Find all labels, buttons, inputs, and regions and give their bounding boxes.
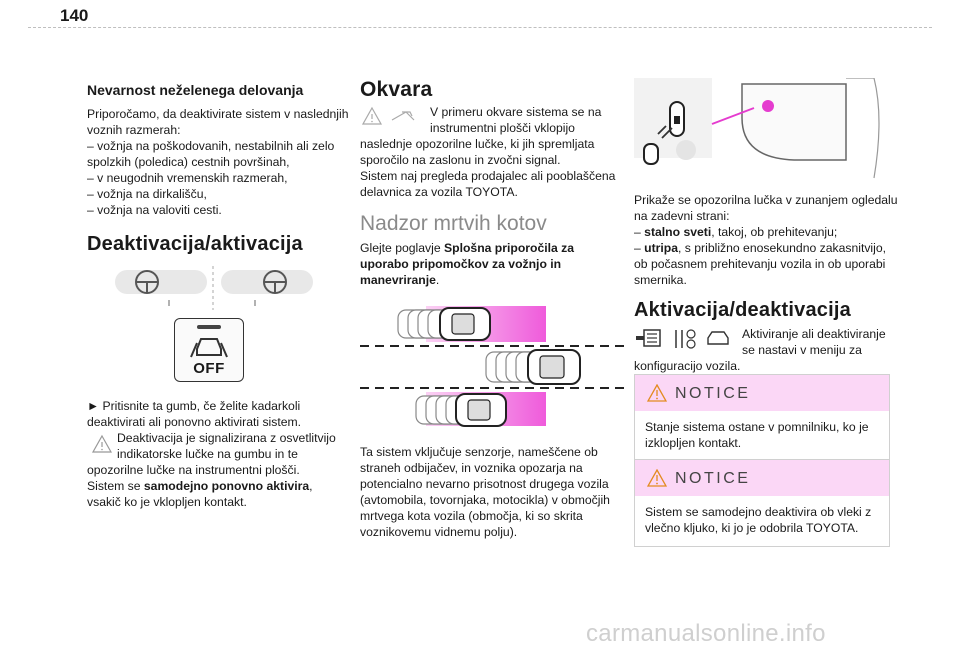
section-title-fault: Okvara: [360, 78, 433, 101]
warning-icon: [91, 434, 113, 454]
fault-warning-icons: [362, 106, 422, 128]
notice-body: Stanje sistema ostane v pomnilniku, ko je izklopljen kontakt.: [645, 420, 869, 450]
side-mirror-icon: [634, 78, 884, 186]
reference-text: Glejte poglavje Splošna priporočila za uporabo pripomočkov za vožnjo in manevriranje.: [360, 241, 575, 287]
watermark: carmanualsonline.info: [586, 620, 826, 647]
notice-warning-icon: [647, 469, 667, 487]
traffic-diagram-icon: [360, 298, 625, 432]
dashboard-illustration: [87, 264, 352, 316]
off-label: OFF: [193, 360, 225, 377]
section-title-deactivation: Deaktivacija/aktivacija: [87, 233, 303, 255]
off-button[interactable]: [174, 318, 244, 382]
deactivation-note: Deaktivacija je signalizirana z osvetlitvijo indikatorske lučke na gumbu in te opozorilne lučke na instrumentni plošči. Sistem se samodejno ponovno aktivira, vsakič ko je vklopljen kontakt.: [87, 431, 336, 509]
intro-text: Priporočamo, da deaktivirate sistem v naslednjih voznih razmerah: – vožnja na poškodovanih, nestabilnih ali zelo spolzkih (poledica) cestnih površinah, – v neugodnih vremenskih razmerah, – vožnja na dirkališču, – vožnja na valoviti cesti.: [87, 106, 352, 218]
header-divider: [28, 27, 932, 28]
system-description: Ta sistem vključuje senzorje, nameščene ob straneh odbijačev, in voznika opozarja na potencialno nevarno prisotnost drugega vozila (avtomobila, tovornjaka, motocikla) v območjih mrtvega kota vozila (območja, ki so skrita voznikovemu vidnemu polju).: [360, 445, 610, 539]
notice-header: [635, 460, 889, 496]
column-left: [87, 82, 352, 510]
notice-body: Sistem se samodejno deaktivira ob vleki z vlečno kljuko, ki jo je odobrila TOYOTA.: [645, 505, 872, 535]
heading-unwanted-operation: Nevarnost neželenega delovanja: [87, 82, 304, 98]
fault-text: V primeru okvare sistema se na instrumentni plošči vklopijo naslednje opozorilne lučke, ki jih spremljata sporočilo na zaslonu in zvočni signal. Sistem naj pregleda prodajalec ali pooblaščena delavnica za vozila TOYOTA.: [360, 105, 616, 199]
column-right: [634, 78, 899, 374]
bullet-item: – vožnja na valoviti cesti.: [87, 203, 222, 217]
column-middle: [360, 78, 625, 540]
blind-spot-illustration: [360, 298, 625, 436]
bullet-item: – vožnja na dirkališču,: [87, 187, 207, 201]
blind-spot-icon: [189, 333, 229, 359]
mirror-warning-text: Prikaže se opozorilna lučka v zunanjem ogledalu na zadevni strani: – stalno sveti, takoj, ob prehitevanju; – utripa, s približno enosekundno zakasnitvijo, ob počasnem prehitevanju vozila in ob uporabi smernika.: [634, 193, 898, 287]
menu-config-icons: [634, 326, 734, 352]
notice-title: NOTICE: [675, 470, 751, 487]
notice-title: NOTICE: [675, 385, 751, 402]
bullet-item: spolzkih (poledica) cestnih površinah,: [87, 155, 290, 169]
page-number: 140: [60, 6, 89, 25]
section-title-blind-spot: Nadzor mrtvih kotov: [360, 212, 547, 235]
off-button-illustration: [87, 318, 352, 384]
dashboard-icon: [87, 264, 352, 314]
notice-header: [635, 375, 889, 411]
indicator-light-icon: [197, 325, 221, 329]
notice-warning-icon: [647, 384, 667, 402]
bullet-item: – vožnja na poškodovanih, nestabilnih ali zelo: [87, 139, 335, 153]
section-title-activation: Aktivacija/deaktivacija: [634, 299, 851, 321]
notice-box-memory: [634, 374, 890, 462]
button-instructions: ► Pritisnite ta gumb, če želite kadarkoli deaktivirati ali ponovno aktivirati sistem.: [87, 399, 302, 429]
config-text: Aktiviranje ali deaktiviranje se nastavi v meniju za konfiguracijo vozila.: [634, 327, 886, 373]
notice-box-towing: [634, 459, 890, 547]
bullet-item: – v neugodnih vremenskih razmerah,: [87, 171, 288, 185]
mirror-illustration: [634, 78, 899, 188]
